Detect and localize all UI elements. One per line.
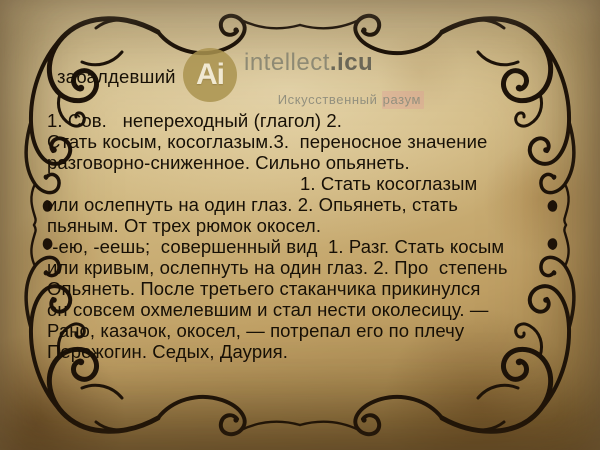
tagline-text: Искусственный xyxy=(277,92,382,107)
definition-text-block xyxy=(47,110,567,362)
brand-line xyxy=(244,51,424,75)
definition-line: -ею, -еешь; совершенный вид 1. Разг. Стать косым xyxy=(47,236,505,257)
tagline-highlighted-word: разум xyxy=(382,91,424,109)
definition-line: или кривым, ослепнуть на один глаз. 2. Про степень xyxy=(47,257,508,278)
brand-name: intellect xyxy=(244,49,330,76)
definition-line: Рано, казачок, окосел, — потрепал его по плечу xyxy=(47,320,465,341)
definition-line: 1. Сов. непереходный (глагол) 2. xyxy=(47,110,343,131)
definition-line: разговорно-сниженное. Сильно опьянеть. xyxy=(47,152,410,173)
definition-line: он совсем охмелевшим и стал нести околесицу. — xyxy=(47,299,489,320)
definition-line: или ослепнуть на один глаз. 2. Опьянеть, стать xyxy=(47,194,458,215)
definition-line: Стать косым, косоглазым.3. переносное значение xyxy=(47,131,488,152)
definition-line: Опьянеть. После третьего стаканчика прикинулся xyxy=(47,278,481,299)
logo-monogram: Ai xyxy=(196,58,224,91)
brand-tld: .icu xyxy=(329,49,374,76)
definition-line: Пережогин. Седых, Даурия. xyxy=(47,341,288,362)
headword: забалдевший xyxy=(57,66,176,87)
definition-line: 1. Стать косоглазым xyxy=(300,173,478,194)
logo-ai-icon xyxy=(183,48,237,102)
definition-line: пьяным. От трех рюмок окосел. xyxy=(47,215,322,236)
